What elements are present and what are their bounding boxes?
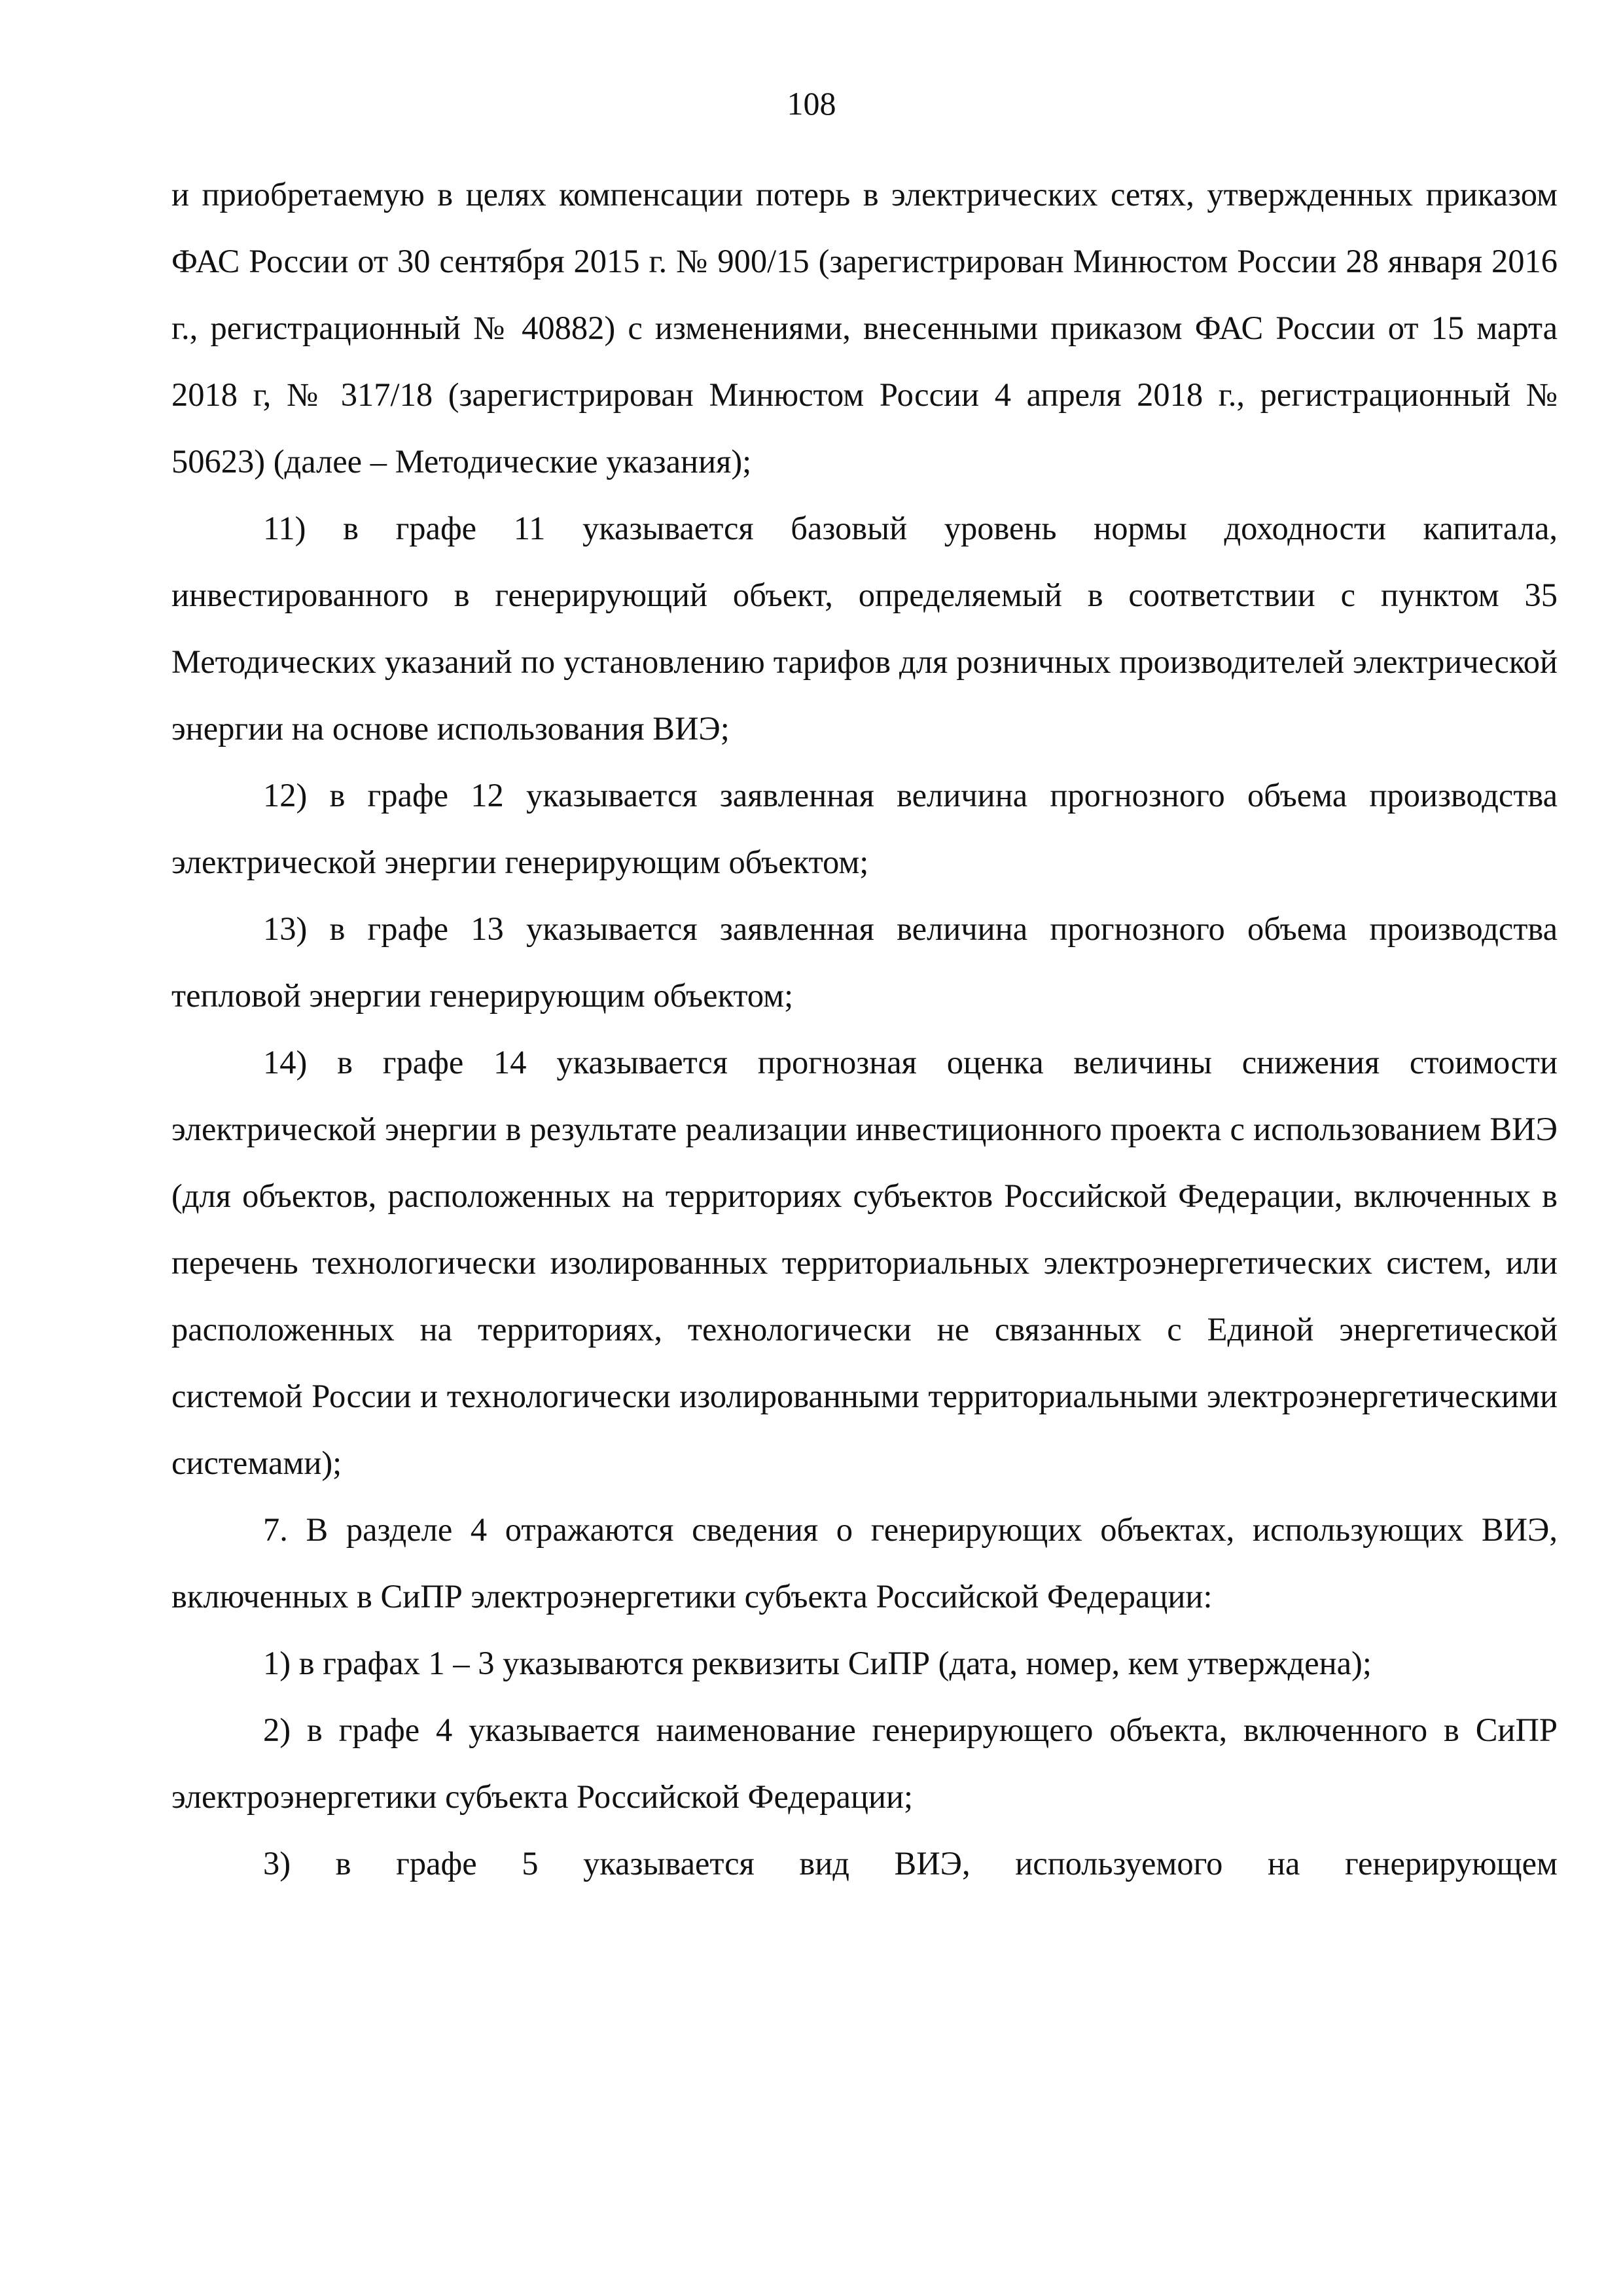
paragraph-item-13: 13) в графе 13 указывается заявленная величина прогнозного объема производства тепловой энергии генерирующим объектом; [171,910,1558,1014]
paragraph-subitem-1: 1) в графах 1 – 3 указываются реквизиты СиПР (дата, номер, кем утверждена); [263,1645,1372,1681]
document-body [171,161,1558,1897]
paragraph-subitem-2: 2) в графе 4 указывается наименование генерирующего объекта, включенного в СиПР электроэнергетики субъекта Российской Федерации; [171,1712,1558,1815]
paragraph-item-11: 11) в графе 11 указывается базовый уровень нормы доходности капитала, инвестированного в генерирующий объект, определяемый в соответствии с пунктом 35 Методических указаний по установлению тарифов для розничных производителей электрической энергии на основе использования ВИЭ; [171,510,1558,747]
paragraph-continuation: и приобретаемую в целях компенсации потерь в электрических сетях, утвержденных приказом ФАС России от 30 сентября 2015 г. № 900/15 (зарегистрирован Минюстом России 28 января 2016 г., регистрационный № 40882) с изменениями, внесенными приказом ФАС России от 15 марта 2018 г, № 317/18 (зарегистрирован Минюстом России 4 апреля 2018 г., регистрационный № 50623) (далее – Методические указания); [171,176,1558,480]
paragraph-subitem-3: 3) в графе 5 указывается вид ВИЭ, используемого на генерирующем [263,1845,1558,1882]
page-number: 108 [787,85,836,122]
paragraph-section-7: 7. В разделе 4 отражаются сведения о генерирующих объектах, использующих ВИЭ, включенных в СиПР электроэнергетики субъекта Российской Федерации: [171,1511,1558,1615]
paragraph-item-14: 14) в графе 14 указывается прогнозная оценка величины снижения стоимости электрической энергии в результате реализации инвестиционного проекта с использованием ВИЭ (для объектов, расположенных на территориях субъектов Российской Федерации, включенных в перечень технологически изолированных территориальных электроэнергетических систем, или расположенных на территориях, технологически не связанных с Единой энергетической системой России и технологически изолированными территориальными электроэнергетическими системами); [171,1044,1558,1481]
paragraph-item-12: 12) в графе 12 указывается заявленная величина прогнозного объема производства электрической энергии генерирующим объектом; [171,777,1558,880]
